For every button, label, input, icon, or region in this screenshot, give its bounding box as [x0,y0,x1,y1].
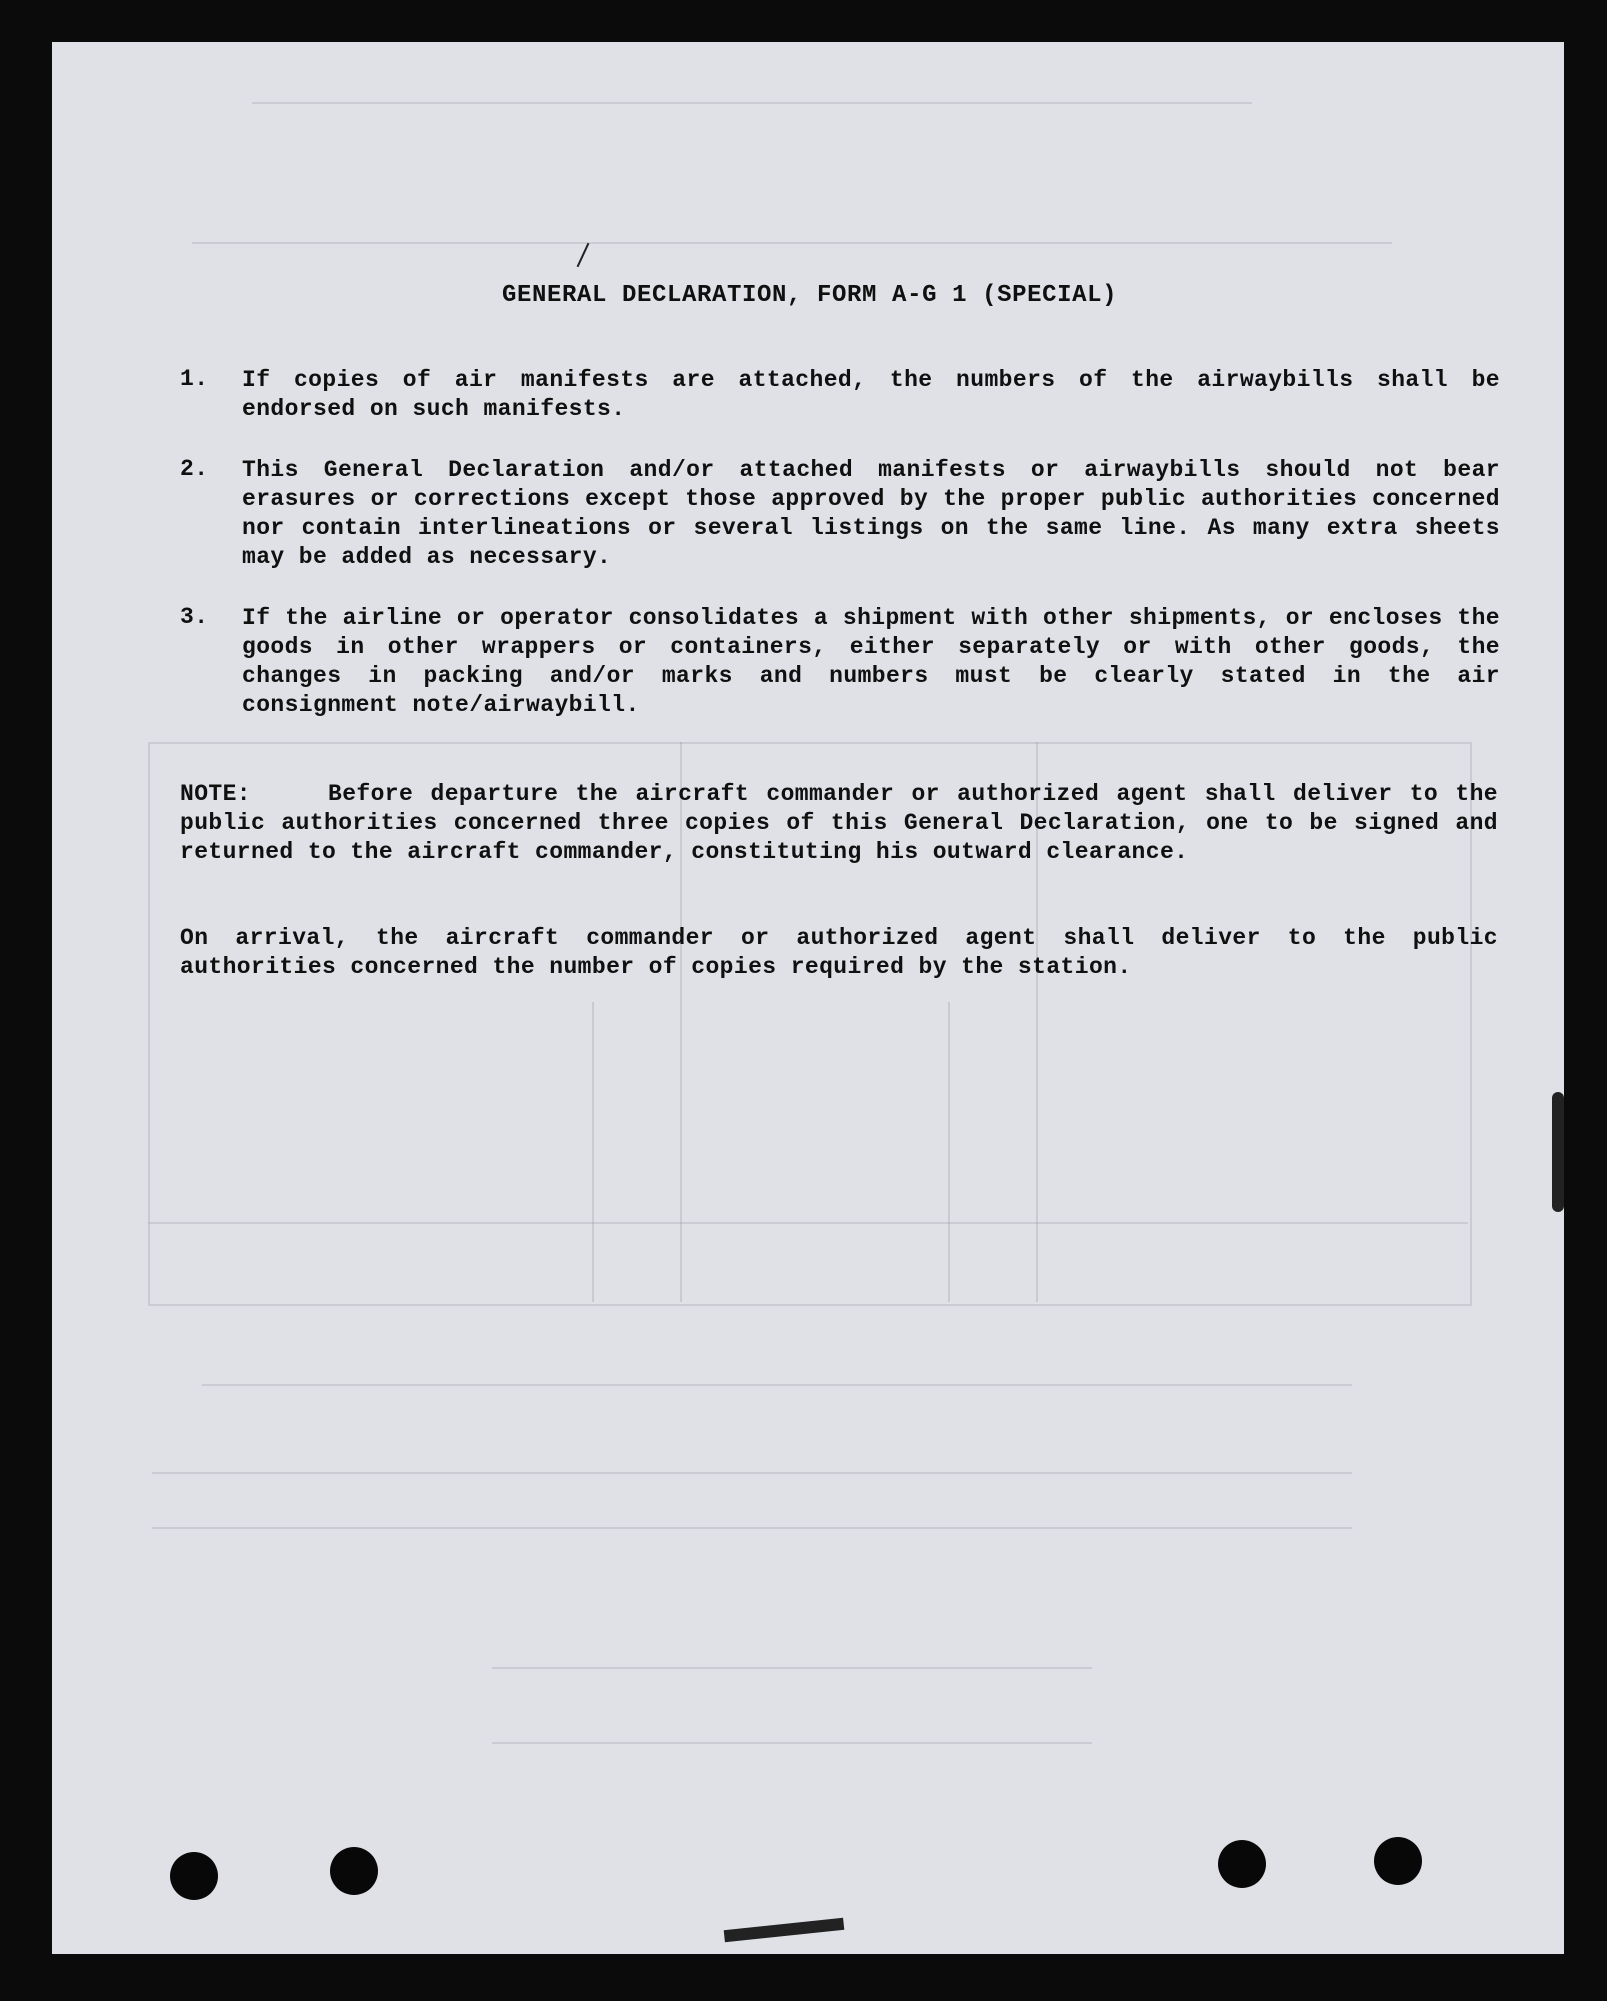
list-item-number: 1. [180,366,209,392]
bleed-through-rule [148,1222,1468,1224]
list-item-text: If the airline or operator consolidates a shipment with other shipments, or encloses the goods in other wrappers or containers, either separately or with other goods, the changes in packing and/or marks and numbers must be clearly stated in the air consignment note/airwaybill. [242,605,1500,718]
list-item [180,604,1500,720]
arrival-paragraph: On arrival, the aircraft commander or authorized agent shall deliver to the public authorities concerned the number of copies required by the station. [180,925,1498,980]
bleed-through-rule [152,1527,1352,1529]
bleed-through-rule [202,1384,1352,1386]
note-label: NOTE: [180,781,252,807]
scan-mark [724,1918,845,1942]
list-item [180,456,1500,572]
bleed-through-rule [948,1002,950,1302]
punch-hole [1218,1840,1266,1888]
bleed-through-rule [152,1472,1352,1474]
punch-hole [1374,1837,1422,1885]
bleed-through-rule [592,1002,594,1302]
punch-hole [170,1852,218,1900]
punch-hole [330,1847,378,1895]
list-item-number: 2. [180,456,209,482]
note-paragraph [180,780,1498,867]
list-item [180,366,1500,424]
list-item-text: If copies of air manifests are attached, the numbers of the airwaybills shall be endorsed on such manifests. [242,367,1500,422]
bleed-through-rule [492,1667,1092,1669]
list-item-text: This General Declaration and/or attached manifests or airwaybills should not bear erasures or corrections except those approved by the proper public authorities concerned nor contain interlineations or several listings on the same line. As many extra sheets may be added as necessary. [242,457,1500,570]
list-item-number: 3. [180,604,209,630]
bleed-through-rule [492,1742,1092,1744]
bleed-through-rule [252,102,1252,104]
page-title: GENERAL DECLARATION, FORM A-G 1 (SPECIAL) [502,282,1118,309]
scan-mark [1552,1092,1564,1212]
document-page [52,42,1564,1954]
bleed-through-rule [192,242,1392,244]
scan-mark [577,243,590,267]
note-text: Before departure the aircraft commander or authorized agent shall deliver to the public authorities concerned three copies of this General Declaration, one to be signed and returned to the aircraft commander, constituting his outward clearance. [180,781,1498,865]
